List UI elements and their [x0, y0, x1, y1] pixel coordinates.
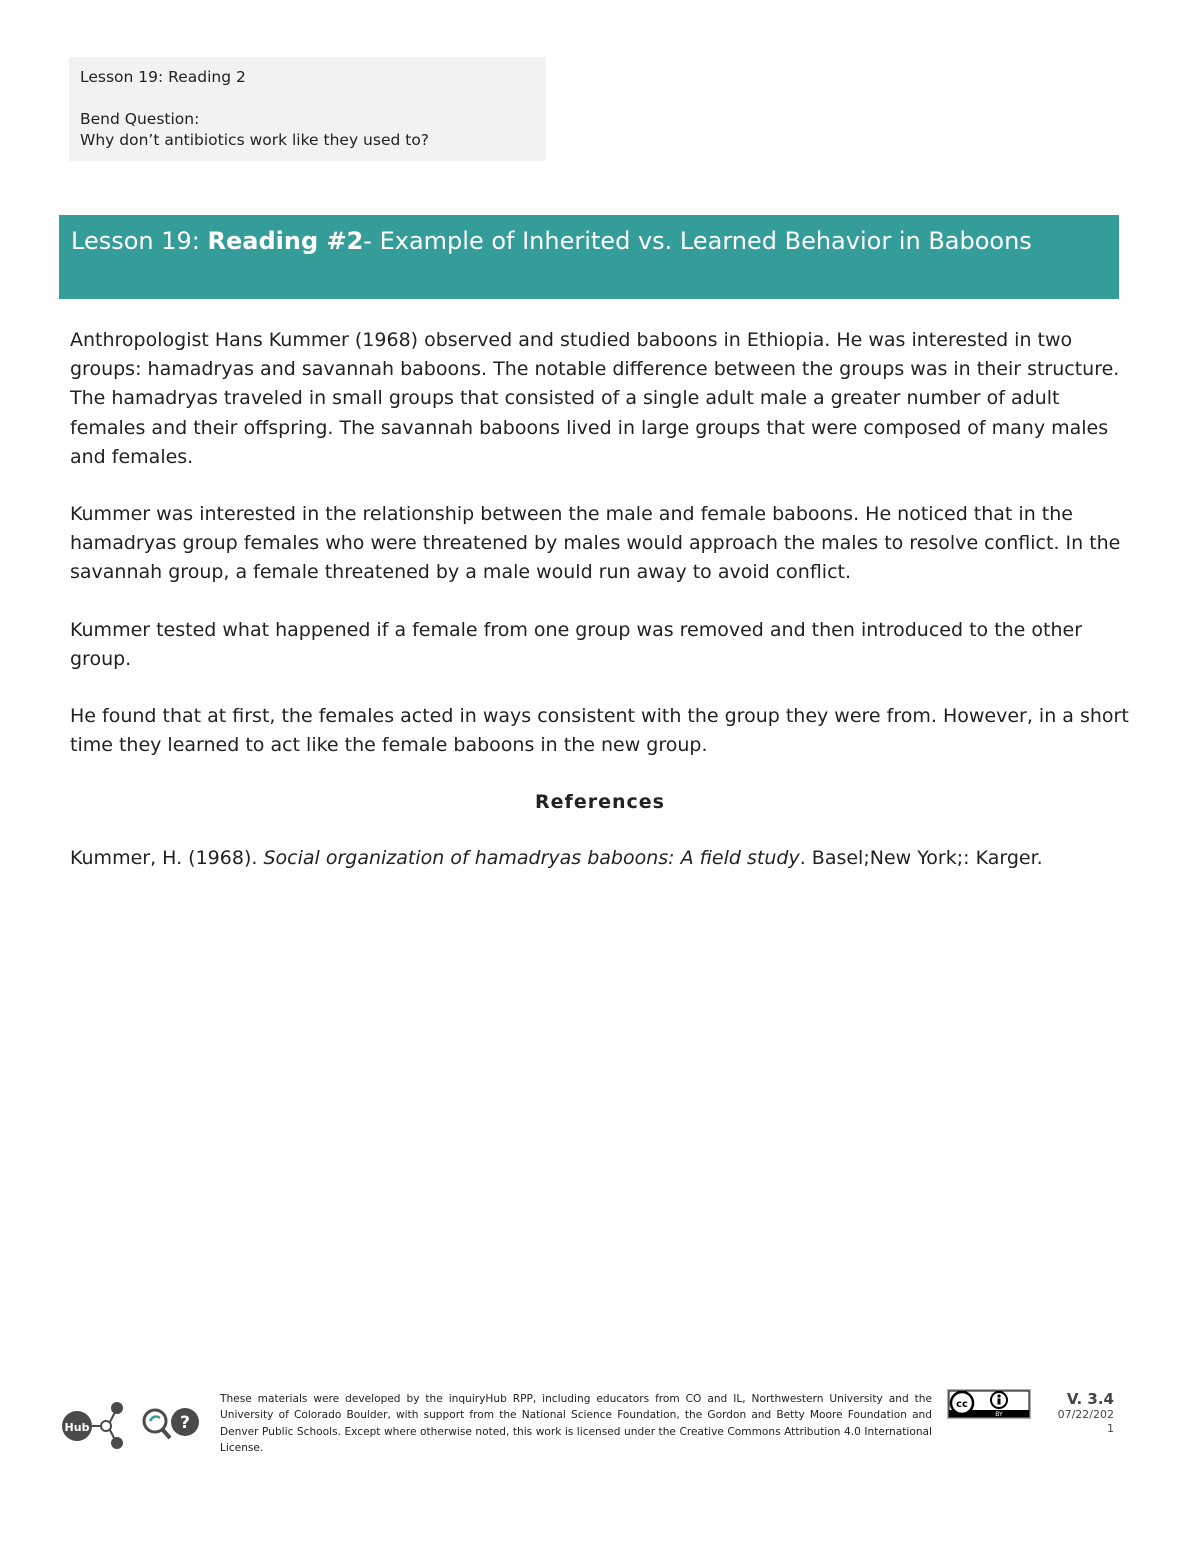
- inquiry-magnifier-question-icon: [140, 1405, 202, 1445]
- body-paragraph-3: Kummer tested what happened if a female from one group was removed and then introduced to the other group.: [70, 618, 1083, 670]
- reference-entry: [70, 844, 1130, 873]
- page-footer: [0, 1380, 1200, 1470]
- references-heading: References: [535, 791, 665, 814]
- version-date-line2: 1: [1107, 1422, 1114, 1435]
- title-rest: - Example of Inherited vs. Learned Behavior in Baboons: [363, 227, 1032, 255]
- body-paragraph-4: He found that at first, the females acted in ways consistent with the group they were from. However, in a short time they learned to act like the female baboons in the new group.: [70, 705, 1129, 757]
- svg-text:cc: cc: [956, 1399, 968, 1410]
- bend-question-label: Bend Question:: [80, 110, 200, 128]
- logo-hub-text: Hub: [64, 1421, 90, 1434]
- lesson-info-box: [69, 57, 546, 161]
- version-date-line1: 07/22/202: [1057, 1408, 1114, 1421]
- body-paragraph-2: Kummer was interested in the relationship between the male and female baboons. He noticed that in the hamadryas group females who were threatened by males would approach the males to resolve conflict. In the savannah group, a female threatened by a male would run away to avoid conflict.: [70, 503, 1121, 584]
- reading-body: [70, 326, 1130, 901]
- footer-license-text: These materials were developed by the inquiryHub RPP, including educators from CO and IL, Northwestern University and the University of Colorado Boulder, with support from the National Science Foundation, the Gordon and Betty Moore Foundation and Denver Public Schools. Except where otherwise noted, this work is licensed under the Creative Commons Attribution 4.0 International License.: [220, 1393, 932, 1455]
- cc-badge-by-text: BY: [995, 1411, 1003, 1418]
- reference-author: Kummer, H. (1968).: [70, 846, 264, 869]
- lesson-label: Lesson 19: Reading 2: [80, 68, 246, 86]
- svg-text:?: ?: [180, 1413, 190, 1433]
- version-block: [1040, 1390, 1114, 1436]
- reference-publisher: . Basel;New York;: Karger.: [799, 846, 1043, 869]
- version-number: V. 3.4: [1066, 1390, 1114, 1408]
- title-bold: Reading #2: [207, 227, 364, 255]
- reading-title-banner: [59, 215, 1119, 299]
- bend-question-text: Why don’t antibiotics work like they used to?: [80, 131, 430, 149]
- reference-title: Social organization of hamadryas baboons: A field study: [263, 846, 800, 869]
- cc-by-license-icon[interactable]: [947, 1389, 1031, 1419]
- body-paragraph-1: Anthropologist Hans Kummer (1968) observed and studied baboons in Ethiopia. He was interested in two groups: hamadryas and savannah baboons. The notable difference between the groups was in their structure. The hamadryas traveled in small groups that consisted of a single adult male a greater number of adult females and their offspring. The savannah baboons lived in large groups that were composed of many males and females.: [70, 329, 1120, 468]
- inquiryhub-logo-icon: [60, 1400, 126, 1450]
- title-prefix: Lesson 19:: [71, 227, 208, 255]
